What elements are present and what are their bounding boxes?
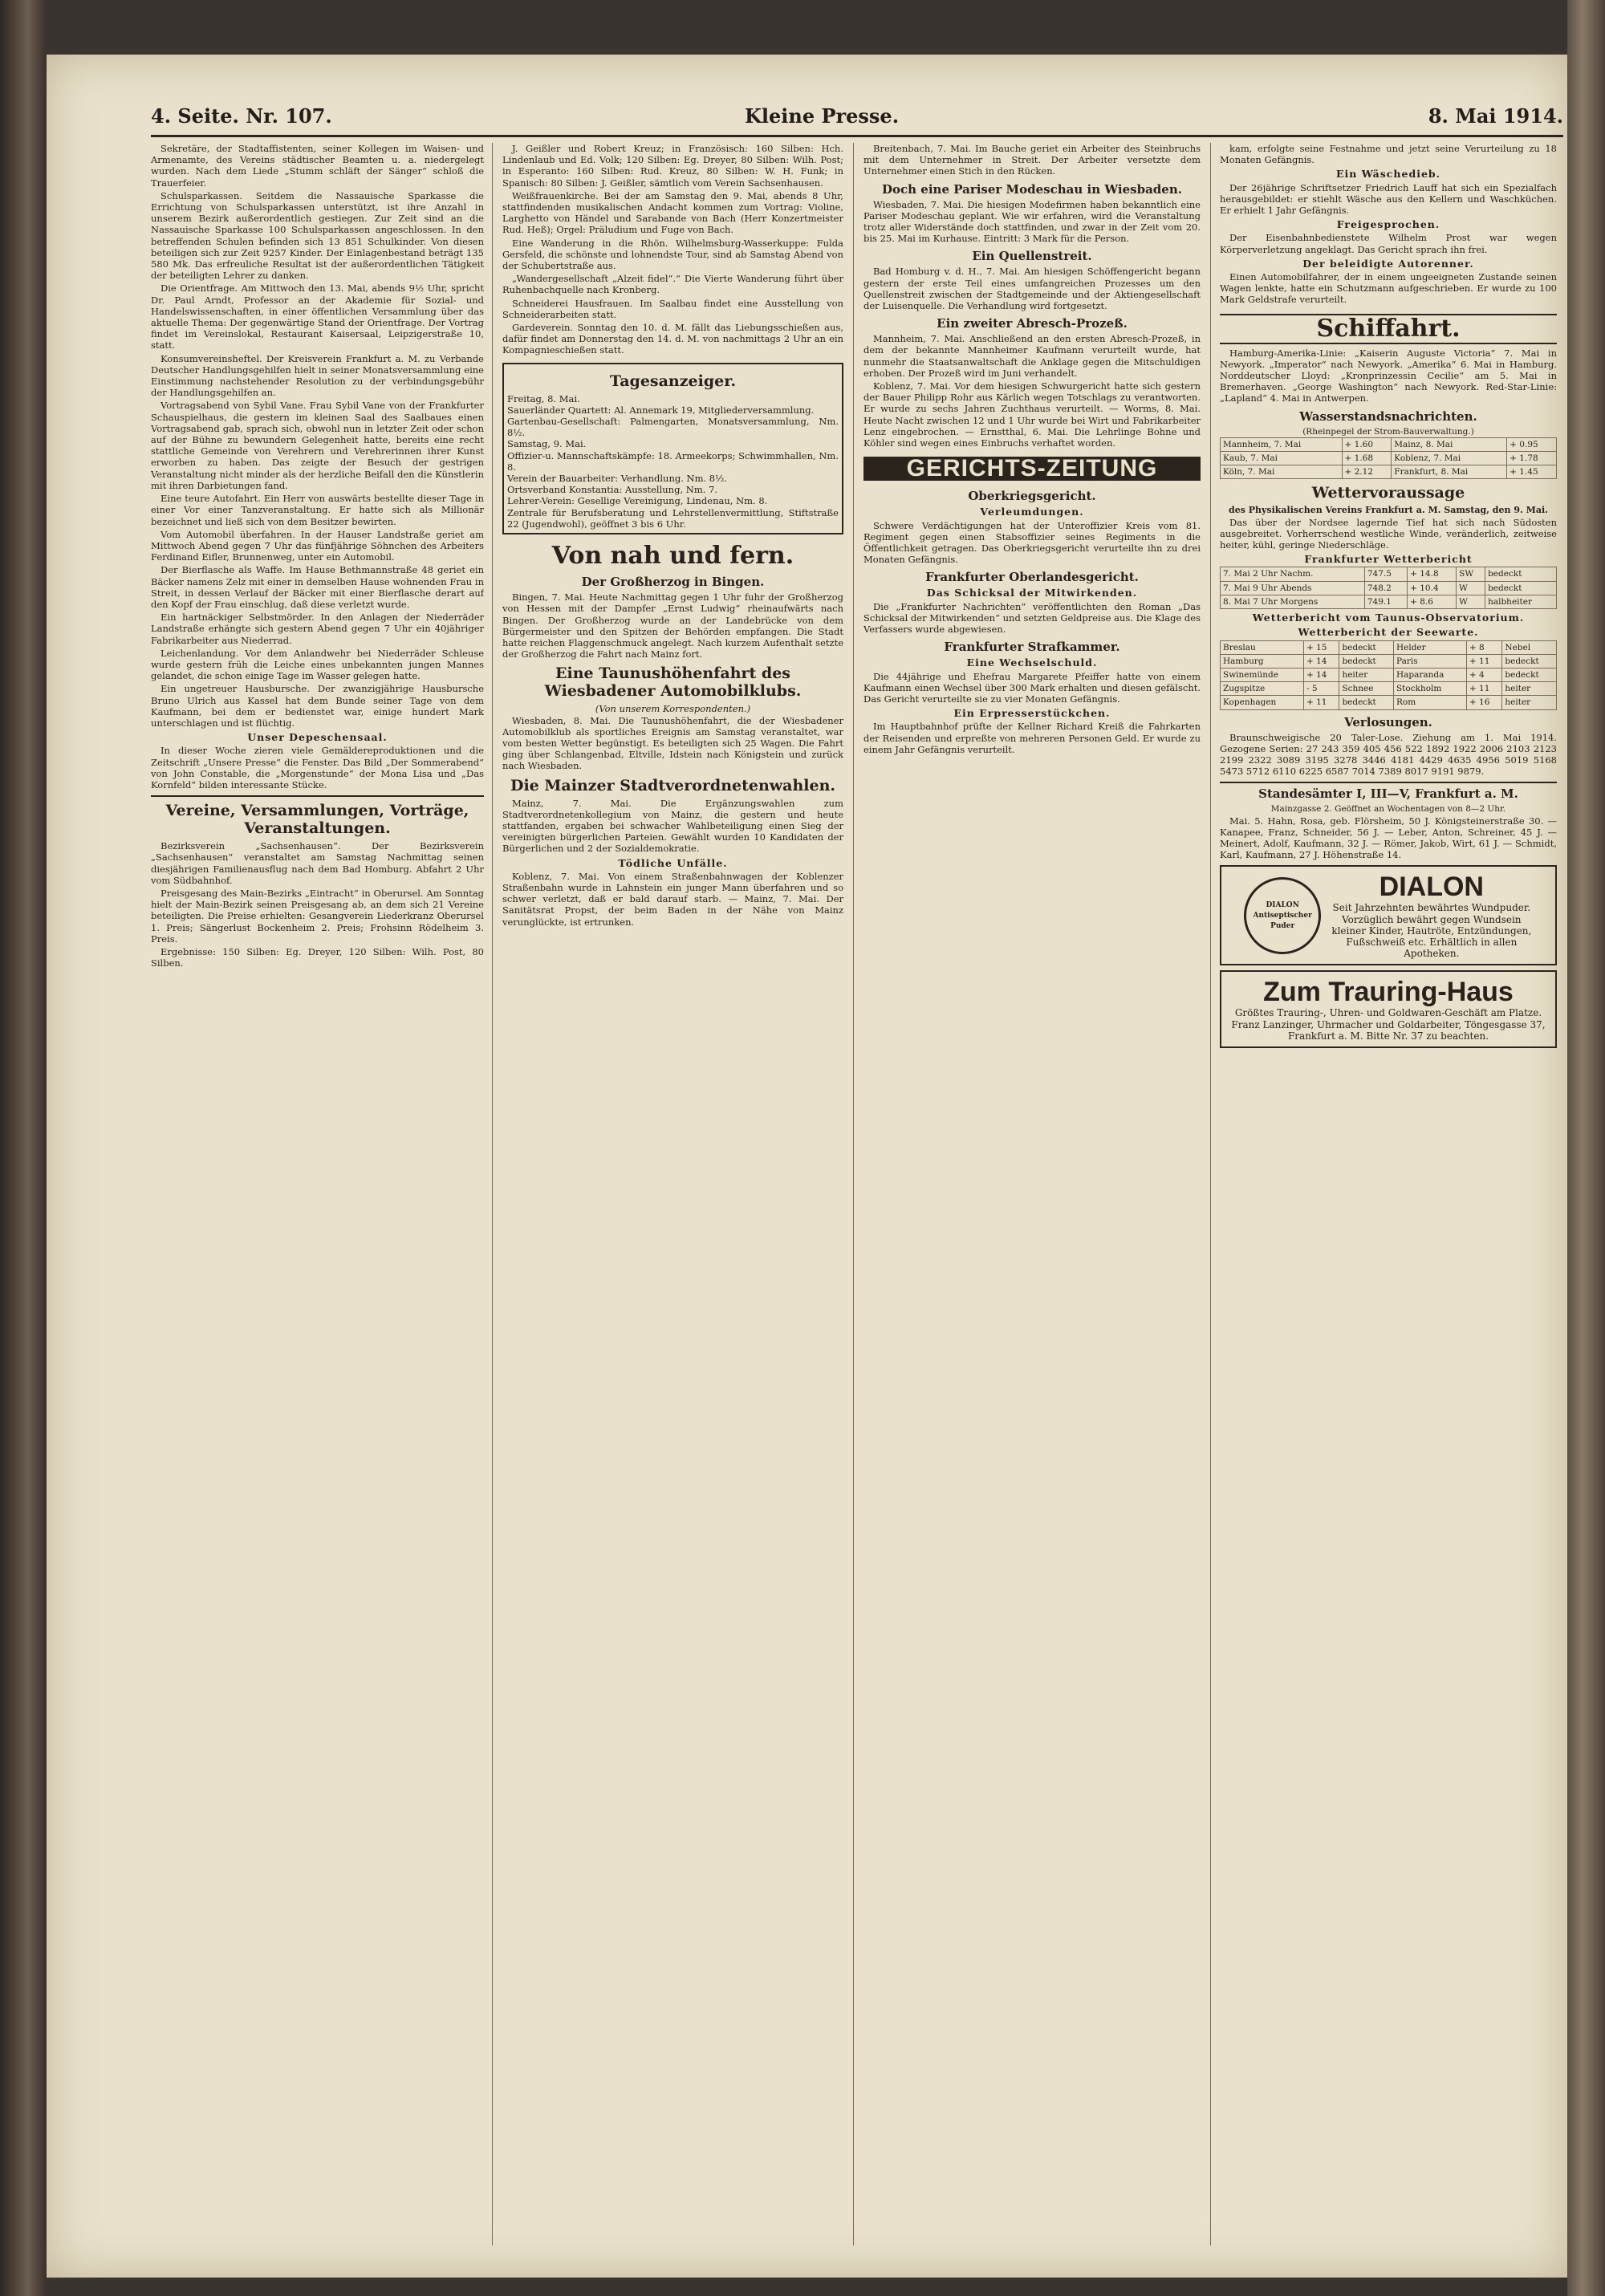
section-heading: Unser Depeschensaal. [247, 731, 388, 744]
article-heading: Die Mainzer Stadtverordnetenwahlen. [510, 776, 836, 794]
article-text: Preisgesang des Main-Bezirks „Eintracht“ in Oberursel. Am Sonntag hielt der Main-Bezirk seinen Preisgesang ab, an dem sich 21 Vereine beteiligten. Die Preise erhielten: Gesangverein Liederkranz Oberursel 1. Preis; Sängerlust Bockenheim 2. Preis; Frohsinn Rödelheim 3. Preis. [151, 887, 484, 945]
article-heading: Oberkriegsgericht. [968, 489, 1096, 504]
column-rule [492, 143, 493, 2245]
table-cell: Hamburg [1221, 654, 1304, 668]
table-cell: Koblenz, 7. Mai [1392, 452, 1507, 465]
table-cell: + 14 [1303, 654, 1339, 668]
table-cell: + 1.60 [1342, 437, 1392, 451]
weather-table [1220, 567, 1557, 609]
table-row [1221, 595, 1557, 608]
table-cell: 749.1 [1364, 595, 1407, 608]
page-date: 8. Mai 1914. [1428, 104, 1563, 128]
table-cell: + 10.4 [1408, 581, 1457, 595]
article-subheading: Das Schicksal der Mitwirkenden. [926, 587, 1138, 599]
article-text: Braunschweigische 20 Taler-Lose. Ziehung am 1. Mai 1914. Gezogene Serien: 27 243 359 405 456 522 1892 1922 2006 2103 2123 2199 2322 3089 3195 3278 3446 4181 4429 4635 4956 5019 5168 5473 5712 6110 6225 6587 7014 7389 8017 9191 9879. [1220, 731, 1557, 778]
article-heading: Frankfurter Oberlandesgericht. [925, 570, 1139, 585]
article-text: Koblenz, 7. Mai. Vor dem hiesigen Schwurgericht hatte sich gestern der Bauer Philipp Rohr aus Kärlich wegen Totschlags zu verantworten. Er wurde zu sechs Jahren Zuchthaus verurteilt. — Worms, 8. Mai. Heute Nacht zwischen 12 und 1 Uhr wurde bei Wirt und Fabrikarbeiter Lenz eingebrochen. — Ernstthal, 6. Mai. Die Lehrlinge Bohne und Köhler sind wegen eines Einbruchs verhaftet worden. [863, 380, 1201, 449]
article-heading: Ein zweiter Abresch-Prozeß. [937, 316, 1128, 331]
table-cell: + 8 [1466, 640, 1501, 654]
section-heading: Wasserstandsnachrichten. [1299, 408, 1477, 424]
article-text: Sekretäre, der Stadtaffistenten, seiner Kollegen im Waisen- und Armenamte, des Vereins städtischer Beamten u. a. niedergelegt wurden. Nach dem Liede „Stumm schläft der Sänger“ schloß die Trauerfeier. [151, 143, 484, 189]
table-cell: + 1.78 [1507, 452, 1557, 465]
table-cell: W [1457, 595, 1485, 608]
article-text: Bingen, 7. Mai. Heute Nachmittag gegen 1 Uhr fuhr der Großherzog von Hessen mit der Dampfer „Ernst Ludwig“ rheinaufwärts nach Bingen. Der Großherzog wurde an der Landebrücke von dem Bürgermeister und den Spitzen der Behörden empfangen. Die Stadt hatte reichen Flaggenschmuck angelegt. Nach kurzem Aufenthalt setzte der Großherzog die Fahrt nach Mainz fort. [502, 591, 843, 660]
article-text: Das über der Nordsee lagernde Tief hat sich nach Südosten ausgebreitet. Vorherrschend westliche Winde, veränderlich, zeitweise heiter, kühl, geringe Niederschläge. [1220, 516, 1557, 551]
section-heading: Schiffahrt. [1220, 314, 1557, 344]
article-heading: Ein Wäschedieb. [1336, 168, 1440, 181]
table-cell: halbheiter [1485, 595, 1557, 608]
table-cell: + 1.68 [1342, 452, 1392, 465]
event-line: Sauerländer Quartett: Al. Annemark 19, Mitgliederversammlung. [507, 404, 815, 416]
table-cell: 8. Mai 7 Uhr Morgens [1221, 595, 1365, 608]
page-number: 4. Seite. Nr. 107. [151, 104, 332, 128]
article-text: Leichenlandung. Vor dem Anlandwehr bei Niederräder Schleuse wurde gestern früh die Leiche eines unbekannten jungen Mannes gelandet, die schon einige Tage im Wasser gelegen hatte. [151, 647, 484, 682]
section-subheading: (Rheinpegel der Strom-Bauverwaltung.) [1302, 426, 1474, 437]
table-cell: 7. Mai 9 Uhr Abends [1221, 581, 1365, 595]
article-text: Wiesbaden, 8. Mai. Die Taunushöhenfahrt, die der Wiesbadener Automobilklub als sportliches Ereignis am Samstag veranstaltet, war vom besten Wetter begünstigt. Es beteiligten sich 25 Wagen. Die Fahrt ging über Schlangenbad, Eltville, Idstein nach Königstein und zurück nach Wiesbaden. [502, 714, 843, 772]
table-cell: Helder [1393, 640, 1466, 654]
table-cell: bedeckt [1502, 654, 1557, 668]
article-text: Der 26jährige Schriftsetzer Friedrich Lauff hat sich ein Spezialfach herausgebildet: er stiehlt Wäsche aus den Kellern und Waschküchen. Er erhielt 1 Jahr Gefängnis. [1220, 181, 1557, 217]
event-line: Samstag, 9. Mai. [507, 438, 587, 450]
water-level-table [1220, 437, 1557, 480]
table-row [1221, 465, 1557, 479]
article-text: Einen Automobilfahrer, der in einem ungeeigneten Zustande seinen Wagen lenkte, hatte ein Schutzmann aufgeschrieben. Er wurde zu 100 Mark Geldstrafe verurteilt. [1220, 271, 1557, 306]
table-cell: + 11 [1303, 696, 1339, 709]
section-heading: Von nah und fern. [551, 542, 794, 571]
column-rule [1210, 143, 1211, 2245]
article-text: Ein hartnäckiger Selbstmörder. In den Anlagen der Niederräder Landstraße erhängte sich gestern Abend gegen 7 Uhr ein 40jähriger Fabrikarbeiter aus Niederrad. [151, 612, 484, 646]
table-cell: + 4 [1466, 668, 1501, 681]
dialon-tin-illustration: DIALON Antiseptischer Puder [1244, 877, 1321, 954]
article-text: Bad Homburg v. d. H., 7. Mai. Am hiesigen Schöffengericht begann gestern der erste Teil eines umfangreichen Prozesses um den Quellenstreit zwischen der Stadtgemeinde und der Aktiengesellschaft der Luisenquelle. Die Verhandlung wird fortgesetzt. [863, 266, 1201, 312]
table-cell: bedeckt [1339, 640, 1394, 654]
column-1 [151, 143, 484, 2245]
article-heading: Frankfurter Strafkammer. [944, 640, 1120, 655]
table-cell: Paris [1393, 654, 1466, 668]
table-cell: SW [1457, 567, 1485, 581]
article-text: Vortragsabend von Sybil Vane. Frau Sybil Vane von der Frankfurter Schauspielhaus, die gestern im kleinen Saal des Saalbaues einen Vortragsabend gab, sprach sich, obwohl nun in letzter Zeit oder schon auf der Bühne zu bewundern Gelegenheit hatte, bereits eine recht stattliche Gemeinde von Verehrern und Verehrerinnen ihrer Kunst erworben zu haben. Das zeigte der Besuch der gestrigen Veranstaltung nicht minder als der herzliche Beifall den die Künstlerin mit ihren Darbietungen fand. [151, 400, 484, 491]
article-subheading: (Von unserem Korrespondenten.) [595, 703, 751, 715]
table-row [1221, 682, 1557, 696]
table-cell: + 11 [1466, 654, 1501, 668]
europe-weather-table [1220, 640, 1557, 710]
column-3 [863, 143, 1201, 2245]
article-text: Hamburg-Amerika-Linie: „Kaiserin Auguste Victoria“ 7. Mai in Newyork. „Imperator“ nach Newyork. „Amerika“ 6. Mai in Hamburg. Norddeutscher Lloyd: „Kronprinzessin Cecilie“ am 5. Mai in Bremerhaven. „George Washington“ nach Newyork. Red-Star-Linie: „Lapland“ 4. Mai in Antwerpen. [1220, 347, 1557, 404]
article-subheading: Eine Wechselschuld. [966, 656, 1098, 669]
table-row [1221, 654, 1557, 668]
table-cell: Stockholm [1393, 682, 1466, 696]
trauring-title: Zum Trauring-Haus [1263, 977, 1514, 1008]
section-heading: Tagesanzeiger. [609, 372, 737, 390]
article-text: Mainz, 7. Mai. Die Ergänzungswahlen zum Stadtverordnetenkollegium von Mainz, die gestern und heute stattfanden, ergaben bei schwacher Wahlbeteiligung einen Sieg der vereinigten bürgerlichen Parteien. Gewählt wurden 10 Kandidaten der Bürgerlichen und 2 der Sozialdemokratie. [502, 797, 843, 855]
table-cell: + 2.12 [1342, 465, 1392, 479]
article-heading: Der Großherzog in Bingen. [581, 575, 765, 590]
dialon-text: Seit Jahrzehnten bewährtes Wundpuder. Vorzüglich bewährt gegen Wundsein kleiner Kinder, Hautröte, Entzündungen, Fußschweiß etc. Erhältlich in allen Apotheken. [1331, 902, 1532, 960]
article-text: Vom Automobil überfahren. In der Hauser Landstraße geriet am Mittwoch Abend gegen 7 Uhr das fünfjährige Söhnchen des Arbeiters Ferdinand Eifler, Brunnenweg, unter ein Automobil. [151, 528, 484, 563]
table-cell: Swinemünde [1221, 668, 1304, 681]
table-cell: 748.2 [1364, 581, 1407, 595]
article-text: Schwere Verdächtigungen hat der Unteroffizier Kreis vom 81. Regiment gegen einen Stabsoffizier seines Regiments in die Öffentlichkeit getragen. Das Oberkriegsgericht verurteilte ihn zu drei Monaten Gefängnis. [863, 519, 1201, 566]
table-cell: bedeckt [1502, 668, 1557, 681]
event-line: Freitag, 8. Mai. [507, 392, 580, 404]
table-cell: + 14.8 [1408, 567, 1457, 581]
event-line: Gartenbau-Gesellschaft: Palmengarten, Monatsversammlung, Nm. 8½. [507, 416, 839, 439]
article-text: In dieser Woche zieren viele Gemäldereproduktionen und die Zeitschrift „Unsere Presse“ die Fenster. Das Bild „Der Sommerabend“ von John Constable, die „Morgenstunde“ der Mona Lisa und „Das Kornfeld“ bilden interessante Stücke. [151, 745, 484, 790]
section-heading: Wetterbericht der Seewarte. [1298, 626, 1479, 639]
article-text: Ein ungetreuer Hausbursche. Der zwanzigjährige Hausbursche Bruno Ulrich aus Kassel hat dem Bunde seiner Tage von dem Kaufmann, bei dem er bedienstet war, einige hundert Mark unterschlagen und ist flüchtig. [151, 683, 484, 729]
article-text: Bezirksverein „Sachsenhausen“. Der Bezirksverein „Sachsenhausen“ veranstaltet am Samstag Nachmittag seinen diesjährigen Familienausflug nach dem Bad Homburg. Abfahrt 2 Uhr vom Südbahnhof. [151, 840, 484, 886]
table-cell: Kaub, 7. Mai [1221, 452, 1343, 465]
table-row [1221, 437, 1557, 451]
table-cell: Frankfurt, 8. Mai [1392, 465, 1507, 479]
table-cell: heiter [1502, 682, 1557, 696]
section-subheading: des Physikalischen Vereins Frankfurt a. M. Samstag, den 9. Mai. [1229, 505, 1548, 516]
table-cell: heiter [1502, 696, 1557, 709]
table-cell: Köln, 7. Mai [1221, 465, 1343, 479]
article-text: „Wandergesellschaft „Alzeit fidel“.“ Die Vierte Wanderung führt über Ruhenbachquelle nach Kronberg. [502, 273, 843, 296]
newspaper-page [47, 55, 1567, 2278]
table-cell: Nebel [1502, 640, 1557, 654]
dialon-advertisement [1220, 865, 1557, 965]
article-text: Der Bierflasche als Waffe. Im Hause Bethmannstraße 48 geriet ein Bäcker namens Zelz mit einer in demselben Hause wohnenden Frau in Streit, in dessen Verlauf der Bäcker mit einer Bierflasche derart auf den Kopf der Frau einschlug, daß diese verletzt wurde. [151, 564, 484, 610]
article-text: Eine teure Autofahrt. Ein Herr von auswärts bestellte dieser Tage in einer Vor einer Tanzveranstaltung. Er hatte sich als Millionär bezeichnet und ließ sich von dem Besitzer bewirten. [151, 493, 484, 527]
article-heading: Freigesprochen. [1336, 218, 1440, 231]
page-header [151, 103, 1563, 137]
article-text: kam, erfolgte seine Festnahme und jetzt seine Verurteilung zu 18 Monaten Gefängnis. [1220, 143, 1557, 166]
section-heading: Vereine, Versammlungen, Vorträge, Veranstaltungen. [151, 795, 484, 837]
article-heading: Ein Quellenstreit. [972, 249, 1092, 264]
gerichts-zeitung-banner: GERICHTS-ZEITUNG [863, 457, 1201, 481]
table-cell: Mannheim, 7. Mai [1221, 437, 1343, 451]
article-text: Die Orientfrage. Am Mittwoch den 13. Mai, abends 9½ Uhr, spricht Dr. Paul Arndt, Professor an der Akademie für Sozial- und Handelswissenschaften, in einer öffentlichen Versammlung über das aktuelle Thema: Der gegenwärtige Stand der Orientfrage. Der Vortrag findet im Vereinslokal, Restaurant Kaisersaal, Leipzigerstraße 10, statt. [151, 282, 484, 352]
tagesanzeiger-box [502, 363, 843, 534]
article-text: Gardeverein. Sonntag den 10. d. M. fällt das Liebungsschießen aus, dafür findet am Donnerstag den 14. d. M. von nachmittags 2 Uhr an ein Kompagnieschießen statt. [502, 322, 843, 356]
table-cell: bedeckt [1485, 567, 1557, 581]
table-cell: + 11 [1466, 682, 1501, 696]
table-row [1221, 581, 1557, 595]
table-cell: 747.5 [1364, 567, 1407, 581]
article-heading: Eine Taunushöhenfahrt des Wiesbadener Automobilklubs. [544, 664, 802, 701]
article-heading: Der beleidigte Autorenner. [1302, 257, 1474, 270]
article-text: Wiesbaden, 7. Mai. Die hiesigen Modefirmen haben bekanntlich eine Pariser Modeschau geplant. Wie wir erfahren, wird die Veranstaltung trotz aller Widerstände doch stattfinden, und zwar in der Zeit vom 20. bis 25. Mai im Kurhause. Eintritt: 3 Mark für die Person. [863, 198, 1201, 245]
table-cell: + 14 [1303, 668, 1339, 681]
article-subheading: Verleumdungen. [980, 506, 1084, 518]
article-text: Die „Frankfurter Nachrichten“ veröffentlichten den Roman „Das Schicksal der Mitwirkenden“ und setzten Geldpreise aus. Die Klage des Verfassers wurde abgewiesen. [863, 600, 1201, 636]
table-cell: + 15 [1303, 640, 1339, 654]
article-text: Der Eisenbahnbedienstete Wilhelm Prost war wegen Körperverletzung angeklagt. Das Gericht sprach ihn frei. [1220, 232, 1557, 255]
event-line: Ortsverband Konstantia: Ausstellung, Nm. 7. [507, 484, 718, 496]
table-cell: + 1.45 [1507, 465, 1557, 479]
article-heading: Doch eine Pariser Modeschau in Wiesbaden. [882, 181, 1182, 197]
table-cell: + 8.6 [1408, 595, 1457, 608]
article-text: Die 44jährige und Ehefrau Margarete Pfeiffer hatte von einem Kaufmann einen Wechsel über 300 Mark erhalten und diesen gefälscht. Das Gericht verurteilte sie zu vier Monaten Gefängnis. [863, 670, 1201, 705]
article-subheading: Ein Erpresserstückchen. [953, 707, 1111, 720]
article-text: Mai. 5. Hahn, Rosa, geb. Flörsheim, 50 J. Königsteinerstraße 30. — Kanapee, Franz, Schneider, 56 J. — Leber, Anton, Schreiner, 45 J. — Meinert, Adolf, Kaufmann, 32 J. — Römer, Jakob, Wirt, 61 J. — Schmidt, Karl, Kaufmann, 27 J. Höhenstraße 14. [1220, 815, 1557, 861]
table-row [1221, 640, 1557, 654]
event-line: Offizier-u. Mannschaftskämpfe: 18. Armeekorps; Schwimmhallen, Nm. 8. [507, 449, 839, 473]
table-cell: Haparanda [1393, 668, 1466, 681]
table-cell: W [1457, 581, 1485, 595]
table-cell: Zugspitze [1221, 682, 1304, 696]
article-text: Weißfrauenkirche. Bei der am Samstag den 9. Mai, abends 8 Uhr, stattfindenden musikalischen Andacht kommen zum Vortrag: Violine, Larghetto von Händel und Sarabande von Bach (Herr Konzertmeister Rud. Heß); Orgel: Präludium und Fuge von Bach. [502, 189, 843, 236]
article-text: Schulsparkassen. Seitdem die Nassauische Sparkasse die Errichtung von Schulsparkassen unterstützt, ist ihre Anzahl in unserem Bezirk außerordentlich gestiegen. Zur Zeit sind an die Nassauische Sparkasse 100 Schulsparkassen angeschlossen. In den betreffenden Schulen befinden sich 13 851 Schulkinder. Von diesen beteiligen sich zur Zeit 9257 Kinder. Der Einlagenbestand beträgt 135 580 Mk. Das erfreuliche Resultat ist der außerordentlichen Tätigkeit der beteiligten Lehrer zu danken. [151, 189, 484, 282]
newspaper-title: Kleine Presse. [745, 104, 900, 128]
article-text: J. Geißler und Robert Kreuz; in Französisch: 160 Silben: Hch. Lindenlaub und Ed. Volk; 120 Silben: Eg. Dreyer, 80 Silben: Wilh. Post; in Esperanto: 160 Silben: Rud. Kreuz, 80 Silben: W. H. Funk; in Spanisch: 80 Silben: J. Geißler, sämtlich vom Verein Sachsenhausen. [502, 143, 843, 189]
event-line: Lehrer-Verein: Gesellige Vereinigung, Lindenau, Nm. 8. [507, 495, 768, 507]
table-cell: Mainz, 8. Mai [1392, 437, 1507, 451]
table-cell: Kopenhagen [1221, 696, 1304, 709]
section-heading: Verlosungen. [1344, 714, 1432, 729]
table-cell: bedeckt [1339, 696, 1394, 709]
section-heading: Wetterbericht vom Taunus-Observatorium. [1252, 612, 1525, 624]
dialon-title: DIALON [1379, 872, 1484, 903]
table-cell: bedeckt [1485, 581, 1557, 595]
article-text: Breitenbach, 7. Mai. Im Bauche geriet ein Arbeiter des Steinbruchs mit dem Unternehmer in Streit. Der Arbeiter versetzte dem Unternehmer einen Stich in den Rücken. [863, 143, 1201, 177]
table-row [1221, 452, 1557, 465]
trauring-text: Größtes Trauring-, Uhren- und Goldwaren-Geschäft am Platze. Franz Lanzinger, Uhrmacher und Goldarbeiter, Töngesgasse 37, Frankfurt a. M. Bitte Nr. 37 zu beachten. [1231, 1007, 1546, 1042]
table-row [1221, 668, 1557, 681]
column-rule [853, 143, 854, 2245]
table-cell: bedeckt [1339, 654, 1394, 668]
column-4 [1220, 143, 1557, 2245]
article-text: Konsumvereinsheftel. Der Kreisverein Frankfurt a. M. zu Verbande Deutscher Handlungsgehilfen hielt in seiner Monatsversammlung eine Einstimmung nachstehender Resolution zu der verbindungsgebühr der Handlungsgehilfen an. [151, 352, 484, 399]
article-text: Ergebnisse: 150 Silben: Eg. Dreyer, 120 Silben: Wilh. Post, 80 Silben. [151, 946, 484, 969]
section-subheading: Mainzgasse 2. Geöffnet an Wochentagen von 8—2 Uhr. [1270, 804, 1506, 815]
article-text: Mannheim, 7. Mai. Anschließend an den ersten Abresch-Prozeß, in dem der bekannte Mannheimer Kaufmann verurteilt wurde, hat nunmehr die Staatsanwaltschaft die Anklage gegen die Mitschuldigen erhoben. Der Prozeß wird im Juni verhandelt. [863, 333, 1201, 379]
event-line: Zentrale für Berufsberatung und Lehrstellenvermittlung, Stiftstraße 22 (Jugendwohl), geöffnet 3 bis 6 Uhr. [507, 506, 839, 530]
article-text: Koblenz, 7. Mai. Von einem Straßenbahnwagen der Koblenzer Straßenbahn wurde in Lahnstein ein junger Mann überfahren und so schwer verletzt, daß er bald darauf starb. — Mainz, 7. Mai. Der Sanitätsrat Propst, der beim Baden in der Nähe von Mainz verunglückte, ist ertrunken. [502, 870, 843, 928]
column-2 [502, 143, 843, 2245]
table-cell: + 0.95 [1507, 437, 1557, 451]
table-row [1221, 567, 1557, 581]
book-binding [0, 0, 47, 2296]
table-cell: Rom [1393, 696, 1466, 709]
table-cell: 7. Mai 2 Uhr Nachm. [1221, 567, 1365, 581]
article-heading: Tödliche Unfälle. [618, 856, 728, 869]
section-heading: Wettervoraussage [1311, 484, 1465, 502]
page-edge [1567, 0, 1605, 2296]
table-cell: - 5 [1303, 682, 1339, 696]
section-heading: Frankfurter Wetterbericht [1304, 553, 1473, 566]
article-text: Schneiderei Hausfrauen. Im Saalbau findet eine Ausstellung von Schneiderarbeiten statt. [502, 297, 843, 320]
section-heading: Standesämter I, III—V, Frankfurt a. M. [1220, 782, 1557, 801]
table-cell: heiter [1339, 668, 1394, 681]
table-cell: Breslau [1221, 640, 1304, 654]
trauring-advertisement [1220, 970, 1557, 1048]
article-text: Eine Wanderung in die Rhön. Wilhelmsburg-Wasserkuppe: Fulda Gersfeld, die schönste und lohnendste Tour, sind ab Samstag Abend von der Schubertstraße aus. [502, 237, 843, 272]
table-cell: + 16 [1466, 696, 1501, 709]
table-row [1221, 696, 1557, 709]
table-cell: Schnee [1339, 682, 1394, 696]
event-line: Verein der Bauarbeiter: Verhandlung. Nm. 8½. [507, 473, 727, 485]
article-text: Im Hauptbahnhof prüfte der Kellner Richard Kreiß die Fahrkarten der Reisenden und erpreßte von mehreren Personen Geld. Er wurde zu einem Jahr Gefängnis verurteilt. [863, 721, 1201, 755]
